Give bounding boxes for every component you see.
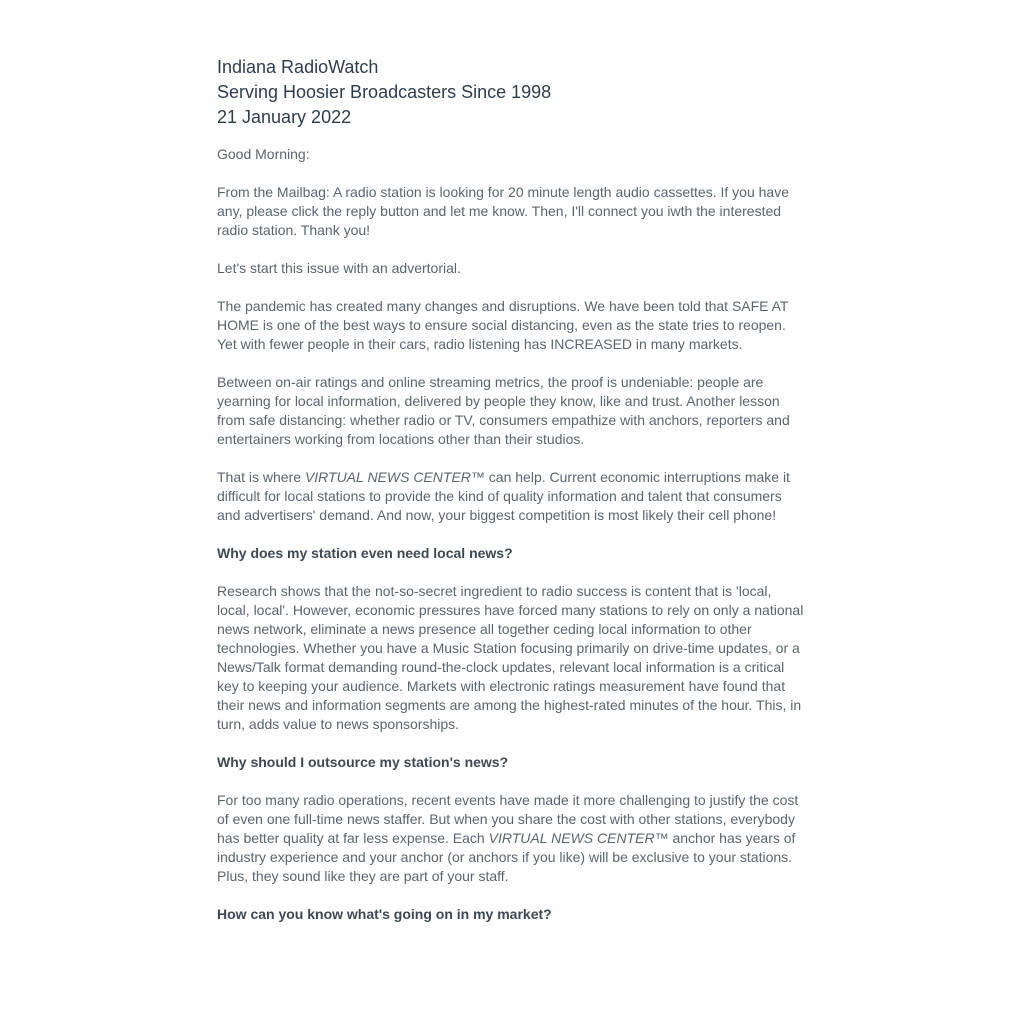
paragraph-mailbag: From the Mailbag: A radio station is looking for 20 minute length audio cassettes. If you have any, please click the reply button and let me know. Then, I'll connect you iwth the interested radio station. Thank you! bbox=[217, 184, 789, 238]
newsletter-page bbox=[217, 0, 807, 924]
newsletter-subtitle: Serving Hoosier Broadcasters Since 1998 bbox=[217, 82, 552, 102]
text-segment: anchor has years of industry experience and your anchor (or anchors if you like) will be exclusive to your stations. Plus, they sound like they are part of your staff. bbox=[217, 830, 796, 884]
text-segment: can help. Current economic interruptions make it difficult for local stations to provide the kind of quality information and talent that consumers and advertisers' demand. And now, your biggest competition is most likely their cell phone! bbox=[217, 469, 790, 523]
text-segment: That is where bbox=[217, 469, 305, 485]
brand-name: VIRTUAL NEWS CENTER bbox=[488, 830, 655, 846]
paragraph-advertorial-intro: Let's start this issue with an advertorial. bbox=[217, 260, 461, 276]
greeting-text: Good Morning: bbox=[217, 146, 310, 162]
brand-name: VIRTUAL NEWS CENTER bbox=[304, 469, 471, 485]
newsletter-title: Indiana RadioWatch bbox=[217, 57, 379, 77]
newsletter-date: 21 January 2022 bbox=[217, 107, 352, 127]
heading-need-local-news: Why does my station even need local news? bbox=[217, 545, 513, 561]
newsletter-body bbox=[217, 145, 807, 924]
trademark-symbol: ™ bbox=[470, 469, 485, 485]
newsletter-masthead bbox=[217, 55, 807, 130]
heading-outsource-news: Why should I outsource my station's news? bbox=[217, 754, 509, 770]
paragraph-pandemic: The pandemic has created many changes and disruptions. We have been told that SAFE AT HOME is one of the best ways to ensure social distancing, even as the state tries to reopen. Yet with fewer people in their cars, radio listening has INCREASED in many markets. bbox=[217, 298, 789, 352]
paragraph-metrics: Between on-air ratings and online streaming metrics, the proof is undeniable: people are yearning for local information, delivered by people they know, like and trust. Another lesson from safe distancing: whether radio or TV, consumers empathize with anchors, reporters and entertainers working from locations other than their studios. bbox=[217, 374, 790, 447]
heading-know-market: How can you know what's going on in my market? bbox=[217, 906, 552, 922]
paragraph-outsource bbox=[217, 791, 807, 886]
trademark-symbol: ™ bbox=[654, 830, 669, 846]
paragraph-virtual-news-intro bbox=[217, 468, 807, 525]
text-segment: For too many radio operations, recent events have made it more challenging to justify the cost of even one full-time news staffer. But when you share the cost with other stations, everybody has better quality at far less expense. Each bbox=[217, 792, 799, 846]
paragraph-research: Research shows that the not-so-secret ingredient to radio success is content that is 'local, local, local'. However, economic pressures have forced many stations to rely on only a national news network, eliminate a news presence all together ceding local information to other technologies. Whether you have a Music Station focusing primarily on drive-time updates, or a News/Talk format demanding round-the-clock updates, relevant local information is a critical key to keeping your audience. Markets with electronic ratings measurement have found that their news and information segments are among the highest-rated minutes of the hour. This, in turn, adds value to news sponsorships. bbox=[217, 583, 804, 732]
